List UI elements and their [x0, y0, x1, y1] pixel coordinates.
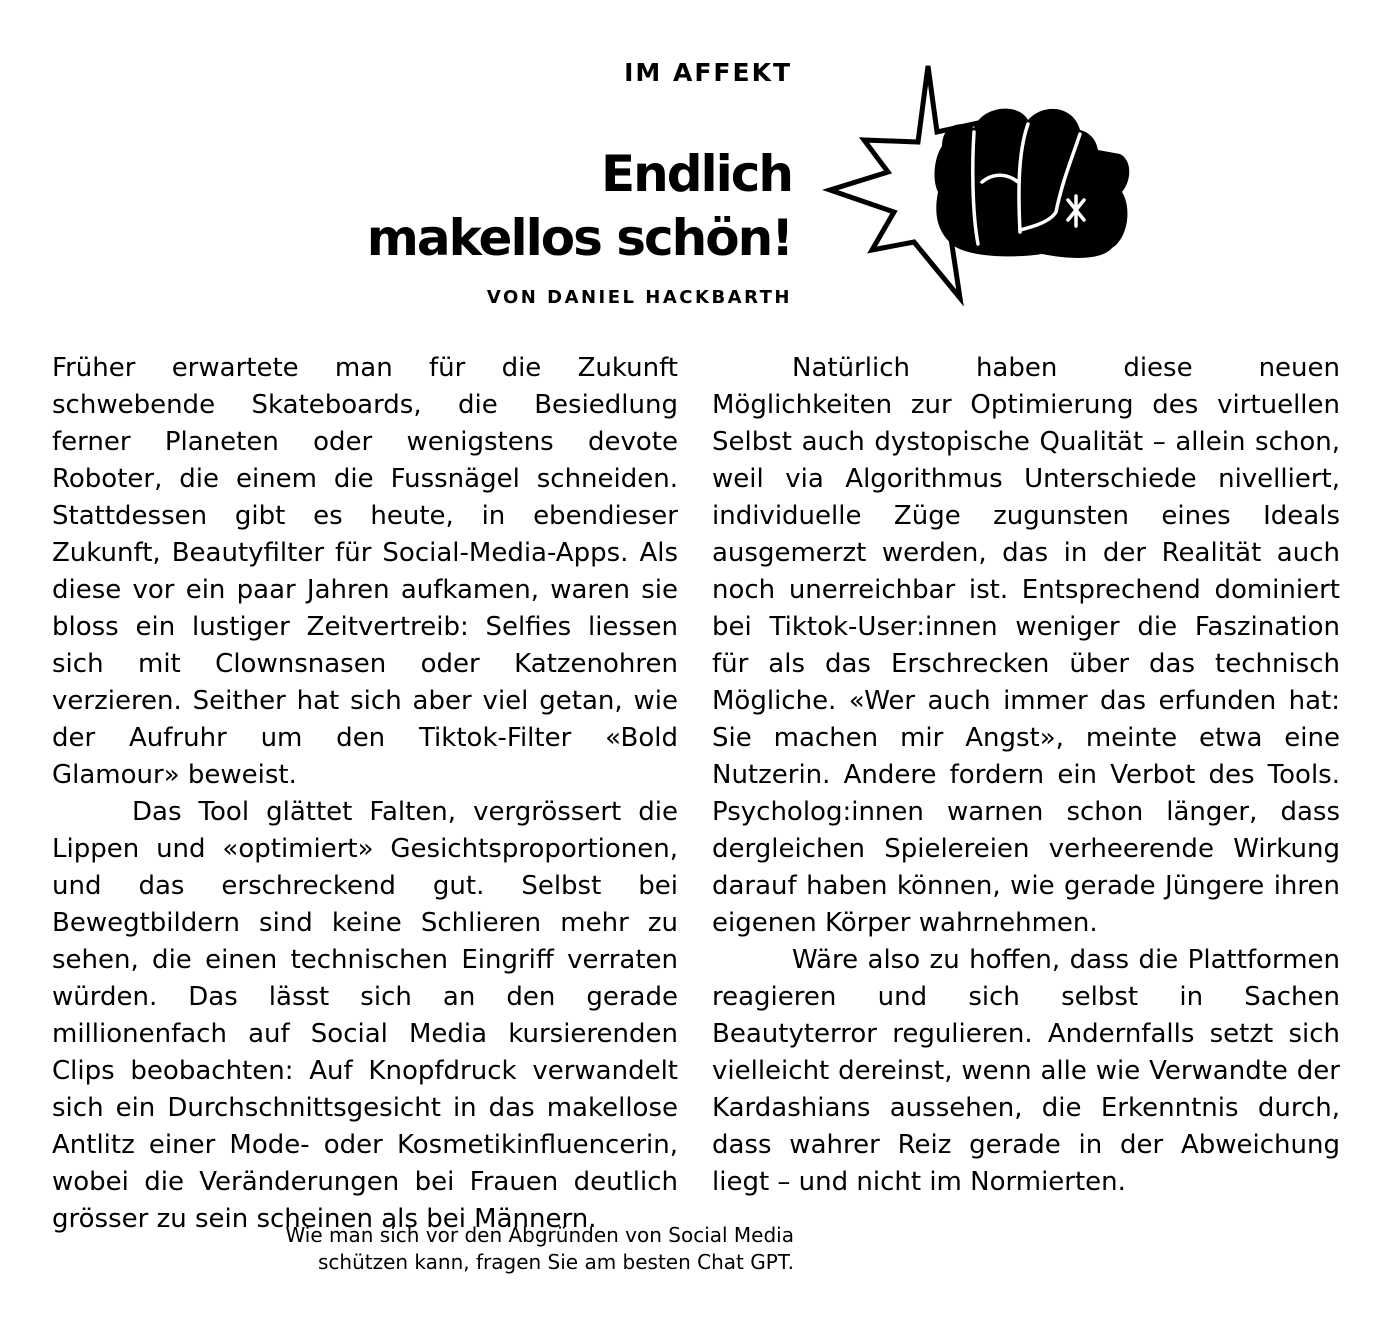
punch-fist-icon — [822, 62, 1142, 307]
footnote-line-1: Wie man sich vor den Abgründen von Social Media — [285, 1223, 794, 1247]
headline-line-2: makellos schön! — [366, 209, 792, 267]
paragraph: Das Tool glättet Falten, vergrössert die Lippen und «optimiert» Gesichtsproportionen, und das erschreckend gut. Selbst bei Bewegtbildern sind keine Schlieren mehr zu sehen, die einen technischen Eingriff verraten würden. Das lässt sich an den gerade millionenfach auf Social Media kursierenden Clips beobachten: Auf Knopfdruck verwandelt sich ein Durchschnittsgesicht in das makellose Antlitz einer Mode- oder Kosmetikinfluencerin, wobei die Veränderungen bei Frauen deutlich grösser zu sein scheinen als bei Männern. — [52, 797, 678, 1234]
paragraph: Wäre also zu hoffen, dass die Plattformen reagieren und sich selbst in Sachen Beautyterror regulieren. Andernfalls setzt sich vielleicht dereinst, wenn alle wie Verwandte der Kardashians aussehen, die Erkenntnis durch, dass wahrer Reiz gerade in der Abweichung liegt – und nicht im Normierten. — [712, 945, 1340, 1197]
headline — [300, 142, 792, 270]
footnote-line-2: schützen kann, fragen Sie am besten Chat GPT. — [317, 1250, 794, 1274]
fist-shape — [935, 109, 1130, 258]
paragraph: Natürlich haben diese neuen Möglichkeiten zur Optimierung des virtuellen Selbst auch dystopische Qualität – allein schon, weil via Algorithmus Unterschiede nivelliert, individuelle Züge zugunsten eines Ideals ausgemerzt werden, das in der Realität auch noch unerreichbar ist. Entsprechend dominiert bei Tiktok-User:innen weniger die Faszination für als das Erschrecken über das technisch Mögliche. «Wer auch immer das erfunden hat: Sie machen mir Angst», meinte etwa eine Nutzerin. Andere fordern ein Verbot des Tools. Psycholog:innen warnen schon länger, dass dergleichen Spielereien verheerende Wirkung darauf haben können, wie gerade Jüngere ihren eigenen Körper wahrnehmen. — [712, 353, 1340, 938]
article-column-right — [712, 350, 1340, 1201]
headline-line-1: Endlich — [600, 145, 792, 203]
byline: VON DANIEL HACKBARTH — [486, 287, 792, 308]
article-column-left — [52, 350, 678, 1238]
paragraph: Früher erwartete man für die Zukunft schwebende Skateboards, die Besiedlung ferner Planeten oder wenigstens devote Roboter, die einem die Fussnägel schneiden. Stattdessen gibt es heute, in ebendieser Zukunft, Beautyfilter für Social-Media-Apps. Als diese vor ein paar Jahren aufkamen, waren sie bloss ein lustiger Zeitvertreib: Selfies liessen sich mit Clownsnasen oder Katzenohren verzieren. Seither hat sich aber viel getan, wie der Aufruhr um den Tiktok-Filter «Bold Glamour» beweist. — [52, 353, 678, 790]
section-label: IM AFFEKT — [624, 58, 792, 87]
footnote — [200, 1222, 794, 1276]
